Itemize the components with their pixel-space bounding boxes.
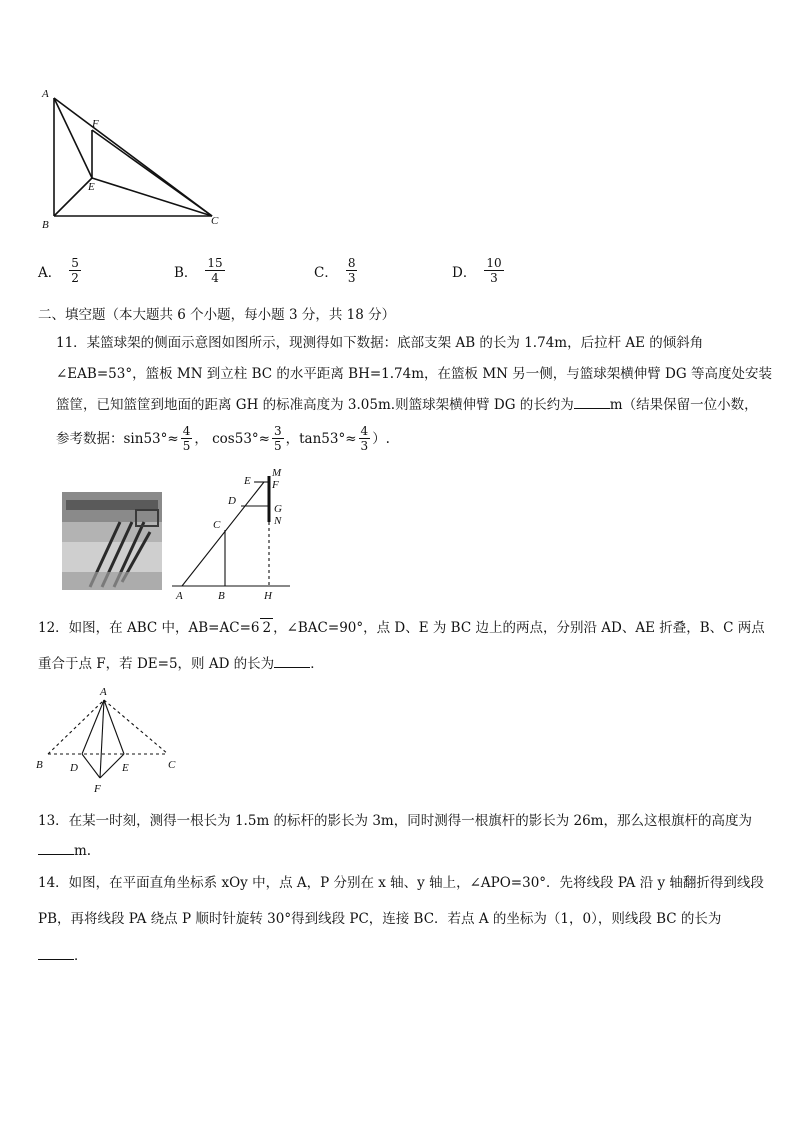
label-B: B (36, 759, 43, 771)
option-a[interactable]: A． $\frac{5}{2}$ (38, 256, 79, 285)
label-B: B (218, 590, 225, 602)
q11-answer-blank[interactable] (574, 396, 610, 409)
q12-line1: 12．如图，在 ABC 中，AB=AC=6 2 ，∠BAC=90°，点 D、E 为 BC 边上的两点，分别沿 AD、AE 折叠，B、C 两点 (38, 620, 765, 636)
label-D: D (70, 762, 78, 774)
label-A: A (100, 686, 107, 698)
label-N: N (274, 515, 282, 527)
q14-line1: 14．如图，在平面直角坐标系 xOy 中，点 A，P 分别在 x 轴、y 轴上，∠APO=30°．先将线段 PA 沿 y 轴翻折得到线段 (38, 875, 764, 891)
figure-q10-triangle (36, 86, 226, 236)
q13-line1: 13．在某一时刻，测得一根长为 1.5m 的标杆的影长为 3m，同时测得一根旗杆的影长为 26m，那么这根旗杆的高度为 (38, 813, 752, 829)
label-A: A (42, 88, 49, 100)
label-F: F (272, 479, 279, 491)
label-E: E (122, 762, 129, 774)
label-E: E (244, 475, 251, 487)
label-F: F (94, 783, 101, 794)
q14-answer-blank[interactable] (38, 947, 74, 960)
label-C: C (211, 215, 219, 227)
basketball-stand-photo (62, 492, 162, 590)
q13-line2: m. (38, 842, 91, 860)
option-b[interactable]: B． $\frac{15}{4}$ (174, 256, 223, 285)
q12-answer-blank[interactable] (274, 655, 310, 668)
label-H: H (264, 590, 272, 602)
figure-q12-triangle-fold (34, 682, 184, 794)
label-G: G (274, 503, 282, 515)
label-A: A (176, 590, 183, 602)
q11-line1: 11．某篮球架的侧面示意图如图所示，现测得如下数据：底部支架 AB 的长为 1.74m，后拉杆 AE 的倾斜角 (56, 335, 704, 351)
q14-line2: PB，再将线段 PA 绕点 P 顺时针旋转 30°得到线段 PC，连接 BC．若点 A 的坐标为（1，0），则线段 BC 的长为 (38, 911, 722, 927)
label-B: B (42, 219, 49, 231)
option-d[interactable]: D． $\frac{10}{3}$ (452, 256, 502, 285)
label-D: D (228, 495, 236, 507)
label-C: C (213, 519, 221, 531)
q11-line3: 篮筐，已知篮筐到地面的距离 GH 的标准高度为 3.05m.则篮球架横伸臂 DG 的长约为 m（结果保留一位小数， (56, 397, 758, 413)
q12-line2: 重合于点 F，若 DE=5，则 AD 的长为 ． (38, 656, 324, 672)
q14-line3: ． (38, 947, 88, 965)
figure-q11-basketball-stand (168, 462, 293, 604)
label-E: E (88, 181, 95, 193)
label-F: F (92, 118, 99, 130)
label-M: M (272, 467, 282, 479)
section-title: 二、填空题（本大题共 6 个小题，每小题 3 分，共 18 分） (38, 307, 396, 323)
q11-line4: 参考数据：sin53°≈ $\frac{4}{5}$ ， cos53°≈ $\frac{3}{5}$ ，tan53°≈ $\frac{4}{3}$ ）. (56, 424, 390, 453)
q13-answer-blank[interactable] (38, 842, 74, 855)
option-c[interactable]: C． $\frac{8}{3}$ (314, 256, 356, 285)
q11-line2: ∠EAB=53°，篮板 MN 到立柱 BC 的水平距离 BH=1.74m，在篮板 MN 另一侧，与篮球架横伸臂 DG 等高度处安装 (56, 366, 772, 382)
label-C: C (168, 759, 176, 771)
